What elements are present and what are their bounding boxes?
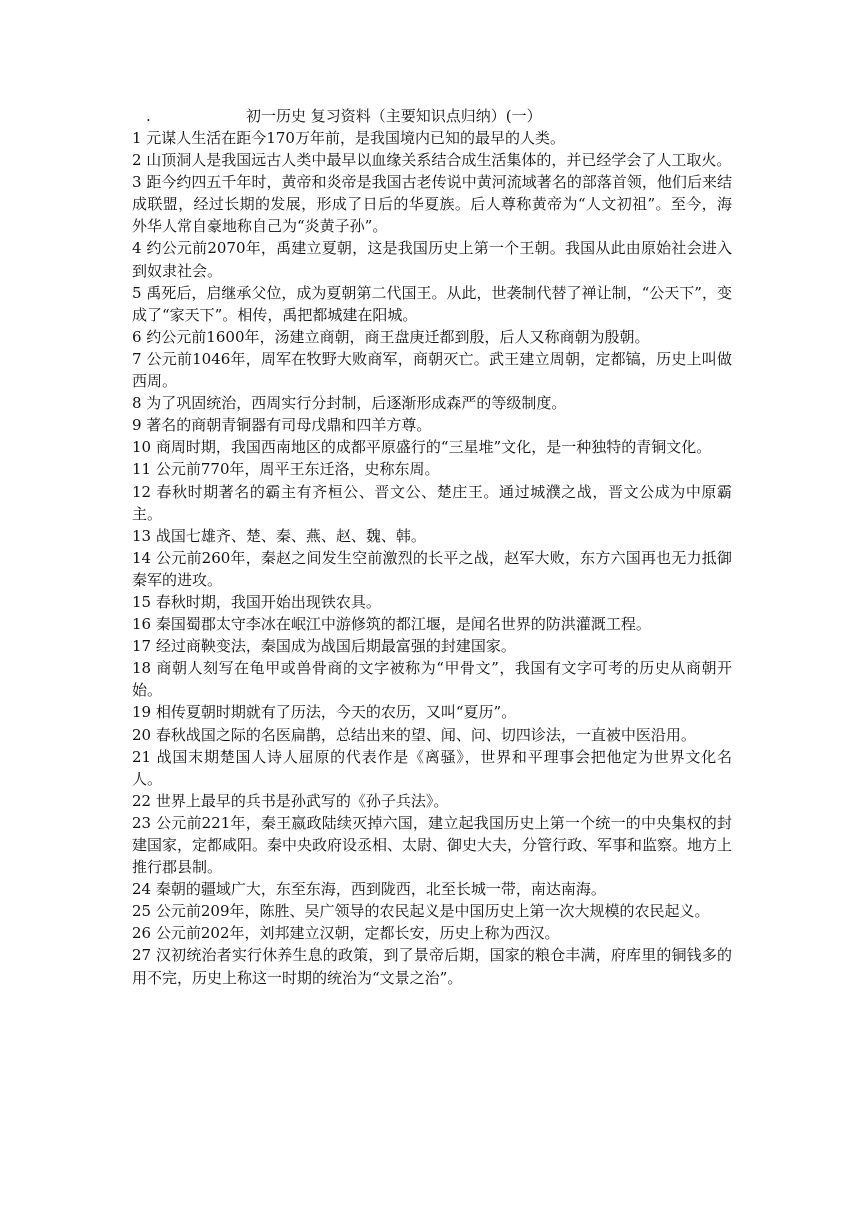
list-item: 13 战国七雄齐、楚、秦、燕、赵、魏、韩。 xyxy=(132,526,426,545)
list-item: 8 为了巩固统治，西周实行分封制，后逐渐形成森严的等级制度。 xyxy=(132,394,567,413)
list-item: 7 公元前1046年，周军在牧野大败商军，商朝灭亡。武王建立周朝，定都镐，历史上叫做西周。 xyxy=(132,349,732,391)
list-item: 15 春秋时期，我国开始出现铁农具。 xyxy=(132,592,381,611)
list-item: 11 公元前770年，周平王东迁洛，史称东周。 xyxy=(132,460,440,479)
list-item: 25 公元前209年，陈胜、吴广领导的农民起义是中国历史上第一次大规模的农民起义。 xyxy=(132,902,710,921)
list-item: 22 世界上最早的兵书是孙武写的《孙子兵法》。 xyxy=(132,791,449,810)
list-item: 26 公元前202年，刘邦建立汉朝，定都长安，历史上称为西汉。 xyxy=(132,924,560,943)
knowledge-list xyxy=(132,127,732,989)
list-item: 27 汉初统治者实行休养生息的政策，到了景帝后期，国家的粮仓丰满，府库里的铜钱多的用不完，历史上称这一时期的统治为“文景之治”。 xyxy=(132,946,732,987)
list-item: 10 商周时期，我国西南地区的成都平原盛行的“三星堆”文化，是一种独特的青铜文化。 xyxy=(132,438,712,457)
lead-mark: . xyxy=(146,107,151,125)
document-title: 初一历史 复习资料（主要知识点归纳）(一） xyxy=(246,107,542,125)
list-item: 6 约公元前1600年，汤建立商朝，商王盘庚迁都到殷，后人又称商朝为殷朝。 xyxy=(132,327,650,346)
list-item: 5 禹死后，启继承父位，成为夏朝第二代国王。从此，世袭制代替了禅让制，“公天下”，变成了“家天下”。相传，禹把都城建在阳城。 xyxy=(132,283,732,324)
list-item: 20 春秋战国之际的名医扁鹊，总结出来的望、闻、问、切四诊法，一直被中医沿用。 xyxy=(132,725,696,744)
list-item: 3 距今约四五千年时，黄帝和炎帝是我国古老传说中黄河流域著名的部落首领，他们后来结成联盟，经过长期的发展，形成了日后的华夏族。后人尊称黄帝为“人文初祖”。至今，海外华人常自豪地称自己为“炎黄子孙”。 xyxy=(132,173,732,236)
list-item: 24 秦朝的疆域广大，东至东海，西到陇西，北至长城一带，南达南海。 xyxy=(132,880,606,899)
list-item: 19 相传夏朝时期就有了历法，今天的农历，又叫“夏历”。 xyxy=(132,703,517,722)
list-item: 17 经过商鞅变法，秦国成为战国后期最富强的封建国家。 xyxy=(132,637,516,656)
list-item: 23 公元前221年，秦王嬴政陆续灭掉六国，建立起我国历史上第一个统一的中央集权的封建国家，定都咸阳。秦中央政府设丞相、太尉、御史大夫，分管行政、军事和监察。地方上推行郡县制。 xyxy=(132,813,733,877)
list-item: 2 山顶洞人是我国远古人类中最早以血缘关系结合成生活集体的，并已经学会了人工取火。 xyxy=(132,151,732,170)
list-item: 18 商朝人刻写在龟甲或兽骨商的文字被称为“甲骨文”，我国有文字可考的历史从商朝开始。 xyxy=(132,659,732,700)
list-item: 16 秦国蜀郡太守李冰在岷江中游修筑的都江堰，是闻名世界的防洪灌溉工程。 xyxy=(132,615,651,634)
list-item: 1 元谋人生活在距今170万年前，是我国境内已知的最早的人类。 xyxy=(132,129,565,147)
list-item: 12 春秋时期著名的霸主有齐桓公、晋文公、楚庄王。通过城濮之战，晋文公成为中原霸主。 xyxy=(132,482,732,523)
list-item: 4 约公元前2070年，禹建立夏朝，这是我国历史上第一个王朝。我国从此由原始社会进入到奴隶社会。 xyxy=(132,239,732,280)
list-item: 21 战国末期楚国人诗人屈原的代表作是《离骚》，世界和平理事会把他定为世界文化名人。 xyxy=(132,747,732,788)
list-item: 9 著名的商朝青铜器有司母戊鼎和四羊方尊。 xyxy=(132,416,432,435)
list-item: 14 公元前260年，秦赵之间发生空前激烈的长平之战，赵军大败，东方六国再也无力抵御秦军的进攻。 xyxy=(132,548,732,589)
title-line xyxy=(132,103,732,129)
